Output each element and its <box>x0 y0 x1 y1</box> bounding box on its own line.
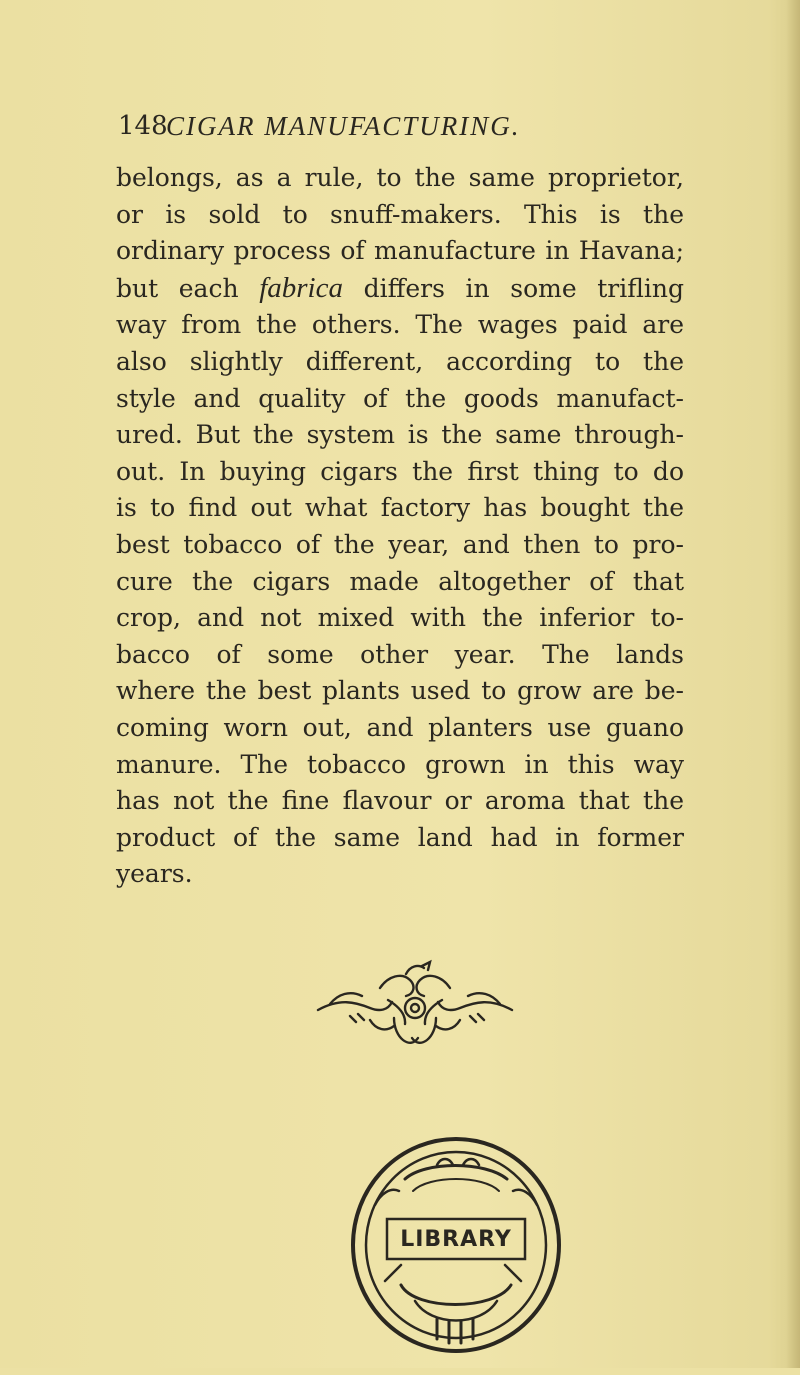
text-line: product of the same land had in former <box>116 822 684 852</box>
text-line: or is sold to snuff-makers. This is the <box>116 199 684 229</box>
text-line: years. <box>116 859 193 889</box>
scroll-ornament-icon <box>310 958 520 1058</box>
text-line: style and quality of the goods manufact- <box>116 383 684 413</box>
text-fragment: differs in some trifling <box>342 273 684 303</box>
library-seal <box>345 1135 567 1371</box>
library-seal-icon <box>345 1135 567 1371</box>
text-line: manure. The tobacco grown in this way <box>116 749 684 779</box>
italic-word: fabrica <box>259 271 343 304</box>
text-line: out. In buying cigars the first thing to do <box>116 456 684 486</box>
text-line: way from the others. The wages paid are <box>116 310 684 340</box>
seal-label: LIBRARY <box>400 1227 512 1252</box>
text-line: best tobacco of the year, and then to pro- <box>116 529 684 559</box>
text-line: ordinary process of manufacture in Havana; <box>116 236 684 266</box>
text-fragment: but each <box>116 273 260 303</box>
page-number: 148 <box>118 111 168 141</box>
text-line: has not the fine flavour or aroma that the <box>116 786 684 816</box>
page-header <box>118 106 678 146</box>
text-line: cure the cigars made altogether of that <box>116 566 684 596</box>
body-text <box>116 160 684 893</box>
page-edge-shadow <box>786 0 800 1368</box>
text-line: ured. But the system is the same through- <box>116 420 684 450</box>
text-line: crop, and not mixed with the inferior to- <box>116 603 684 633</box>
text-line: where the best plants used to grow are be- <box>116 676 684 706</box>
text-line: coming worn out, and planters use guano <box>116 712 684 742</box>
text-line: also slightly different, according to the <box>116 346 684 376</box>
text-line: is to find out what factory has bought the <box>116 493 684 523</box>
text-line: belongs, as a rule, to the same proprietor, <box>116 163 684 192</box>
running-title: CIGAR MANUFACTURING. <box>166 111 521 141</box>
text-line: bacco of some other year. The lands <box>116 639 684 669</box>
text-line <box>116 270 684 308</box>
